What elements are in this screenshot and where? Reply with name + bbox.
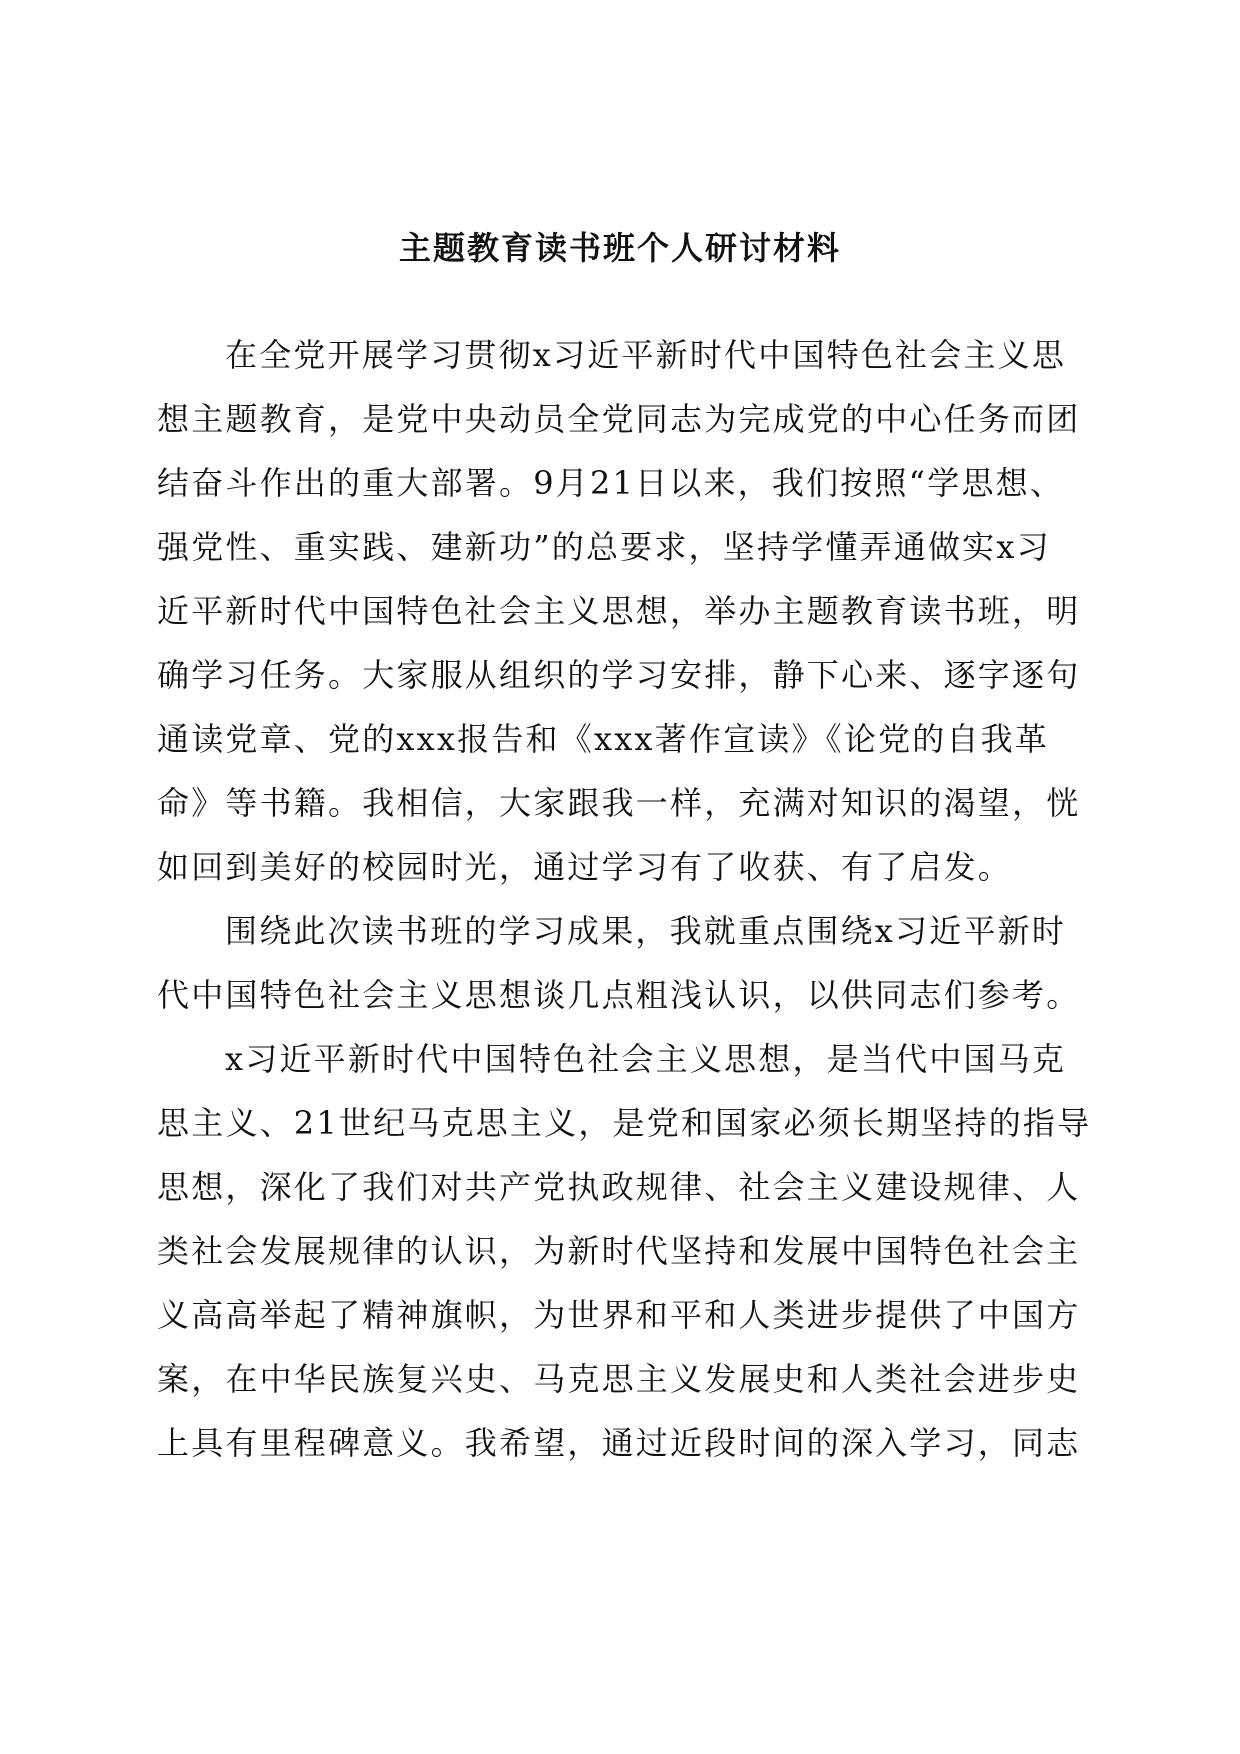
paragraph-1-line: 近平新时代中国特色社会主义思想，举办主题教育读书班，明 <box>157 592 1081 630</box>
paragraph-3-line: 类社会发展规律的认识，为新时代坚持和发展中国特色社会主 <box>157 1232 1081 1270</box>
paragraph-1-line: 在全党开展学习贯彻x习近平新时代中国特色社会主义思 <box>225 336 1067 374</box>
paragraph-1-line: 通读党章、党的xxx报告和《xxx著作宣读》《论党的自我革 <box>157 720 1050 758</box>
paragraph-3-line: 思想，深化了我们对共产党执政规律、社会主义建设规律、人 <box>157 1168 1081 1206</box>
paragraph-1-line: 强党性、重实践、建新功”的总要求，坚持学懂弄通做实x习 <box>157 528 1051 566</box>
paragraph-2-line: 代中国特色社会主义思想谈几点粗浅认识，以供同志们参考。 <box>157 976 1081 1014</box>
paragraph-1-line: 如回到美好的校园时光，通过学习有了收获、有了启发。 <box>157 848 1013 886</box>
paragraph-3-line: x习近平新时代中国特色社会主义思想，是当代中国马克 <box>225 1040 1067 1078</box>
document-title: 主题教育读书班个人研讨材料 <box>398 229 841 267</box>
paragraph-1-line: 命》等书籍。我相信，大家跟我一样，充满对知识的渴望，恍 <box>157 784 1081 822</box>
paragraph-3-line: 案，在中华民族复兴史、马克思主义发展史和人类社会进步史 <box>157 1360 1081 1398</box>
paragraph-1-line: 想主题教育，是党中央动员全党同志为完成党的中心任务而团 <box>157 400 1081 438</box>
paragraph-1-line: 确学习任务。大家服从组织的学习安排，静下心来、逐字逐句 <box>157 656 1081 694</box>
paragraph-2-line: 围绕此次读书班的学习成果，我就重点围绕x习近平新时 <box>225 912 1067 950</box>
document-body <box>157 323 1092 1475</box>
paragraph-1-line: 结奋斗作出的重大部署。9月21日以来，我们按照“学思想、 <box>157 464 1065 502</box>
paragraph-3-line: 思主义、21世纪马克思主义，是党和国家必须长期坚持的指导 <box>157 1104 1092 1142</box>
paragraph-3-line: 上具有里程碑意义。我希望，通过近段时间的深入学习，同志 <box>157 1424 1081 1462</box>
paragraph-3-line: 义高高举起了精神旗帜，为世界和平和人类进步提供了中国方 <box>157 1296 1081 1334</box>
